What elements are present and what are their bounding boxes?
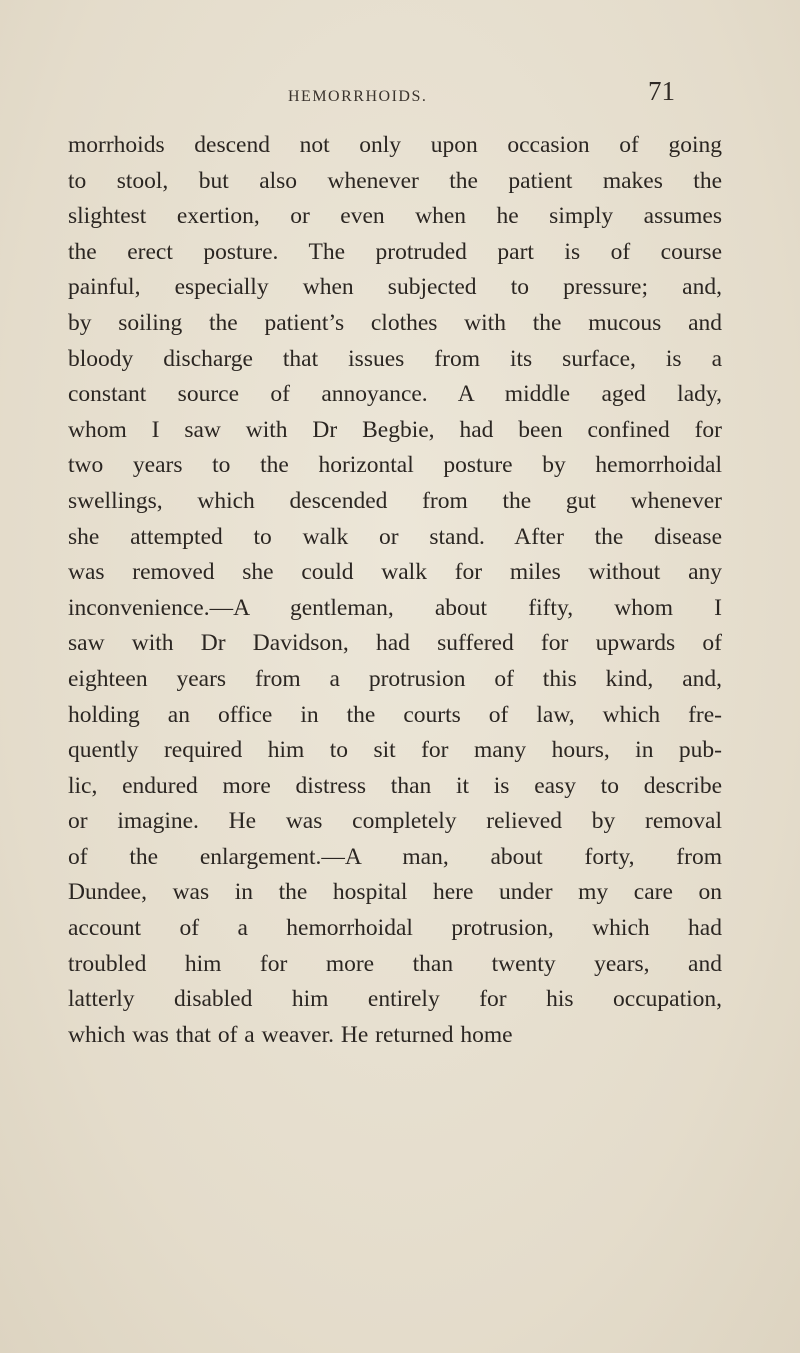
text-line: which was that of a weaver. He returned home — [68, 1021, 513, 1048]
running-title: HEMORRHOIDS. — [288, 88, 428, 105]
text-line: painful, especially when subjected to pressure; and, — [68, 274, 722, 301]
page-number: 71 — [648, 76, 675, 106]
text-line: was removed she could walk for miles without any — [68, 559, 722, 586]
text-line: swellings, which descended from the gut whenever — [68, 487, 722, 514]
text-line: morrhoids descend not only upon occasion of going — [68, 132, 722, 158]
text-line: quently required him to sit for many hours, in pub- — [68, 737, 722, 764]
text-line: slightest exertion, or even when he simply assumes — [68, 203, 722, 230]
text-line: Dundee, was in the hospital here under my care on — [68, 879, 722, 906]
text-line: whom I saw with Dr Begbie, had been confined for — [68, 416, 722, 443]
text-line: or imagine. He was completely relieved by removal — [68, 808, 722, 835]
text-line: the erect posture. The protruded part is of course — [68, 238, 722, 265]
text-line: account of a hemorrhoidal protrusion, which had — [68, 915, 722, 942]
text-line: holding an office in the courts of law, which fre- — [68, 701, 722, 728]
text-line: saw with Dr Davidson, had suffered for upwards of — [68, 630, 722, 657]
text-line: eighteen years from a protrusion of this kind, and, — [68, 665, 722, 692]
text-line: latterly disabled him entirely for his occupation, — [68, 986, 722, 1013]
text-line: bloody discharge that issues from its surface, is a — [68, 345, 722, 372]
text-line: she attempted to walk or stand. After the disease — [68, 523, 722, 550]
text-line: to stool, but also whenever the patient makes the — [68, 167, 722, 194]
text-line: constant source of annoyance. A middle aged lady, — [68, 381, 722, 408]
text-line: of the enlargement.—A man, about forty, from — [68, 843, 722, 870]
text-line: lic, endured more distress than it is easy to describe — [68, 772, 722, 799]
text-line: two years to the horizontal posture by hemorrhoidal — [68, 452, 722, 479]
text-line: troubled him for more than twenty years, and — [68, 950, 722, 977]
body-text — [68, 128, 722, 1053]
text-line: by soiling the patient’s clothes with the mucous and — [68, 309, 722, 336]
text-line: inconvenience.—A gentleman, about fifty, whom I — [68, 594, 722, 621]
